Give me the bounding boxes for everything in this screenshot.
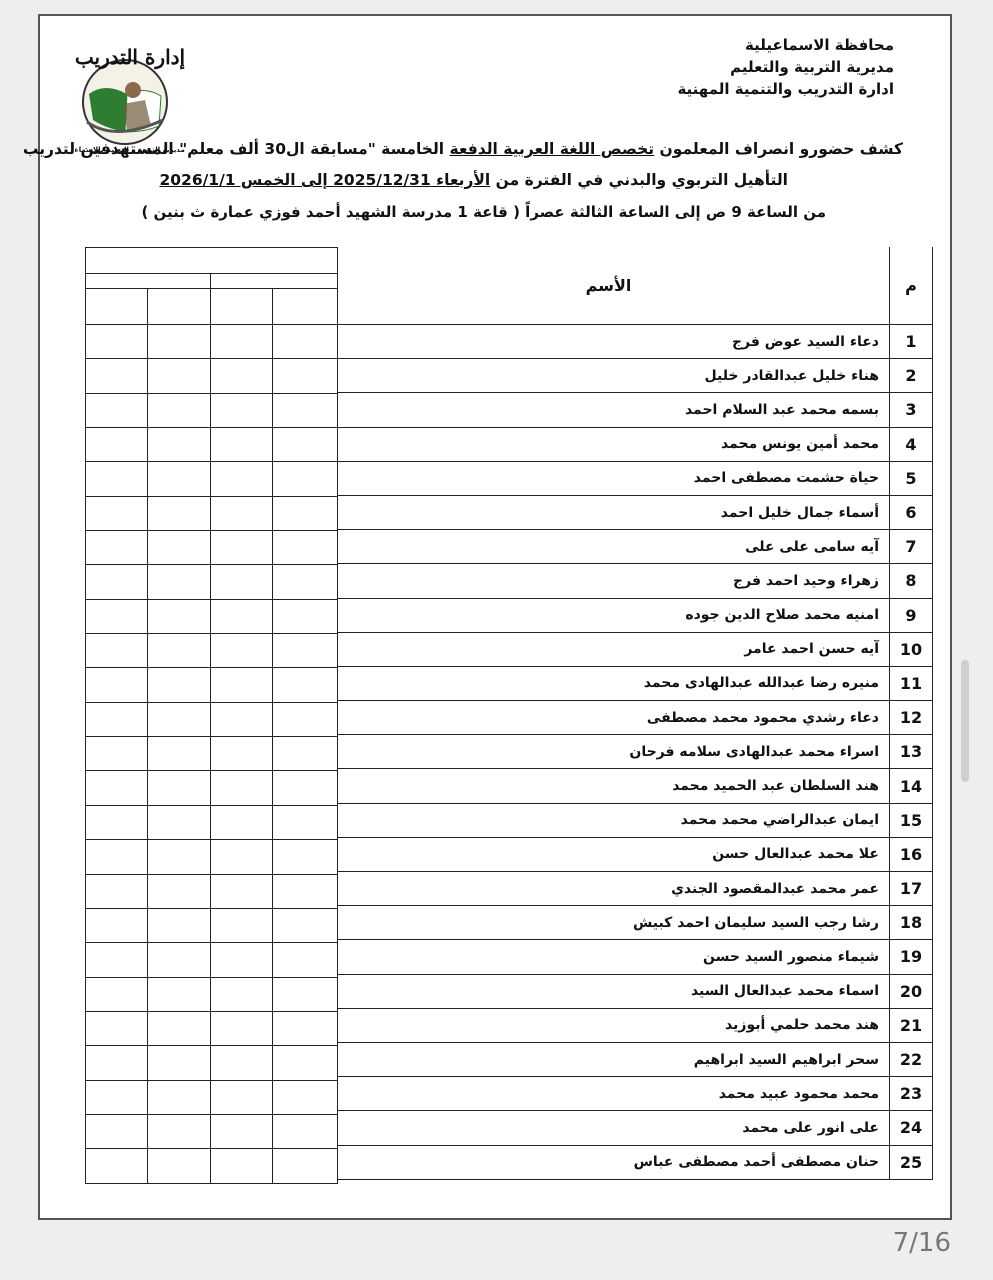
table-row bbox=[338, 495, 933, 529]
participant-name: دعاء السيد عوض فرج bbox=[338, 325, 890, 359]
document-page bbox=[22, 14, 952, 1220]
signature-cell bbox=[147, 1080, 210, 1114]
signature-cell bbox=[86, 531, 148, 565]
table-row bbox=[338, 461, 933, 495]
signature-cell bbox=[272, 874, 337, 908]
signature-row bbox=[86, 737, 338, 771]
row-number: 7 bbox=[890, 530, 933, 564]
signature-cell bbox=[147, 599, 210, 633]
signature-cell bbox=[272, 462, 337, 496]
signature-cell bbox=[272, 977, 337, 1011]
signature-cell bbox=[86, 943, 148, 977]
title-period-label: التأهيل التربوي والبدني في الفترة من bbox=[490, 171, 788, 189]
row-number: 13 bbox=[890, 735, 933, 769]
grid-header-right bbox=[210, 274, 337, 289]
table-row bbox=[338, 666, 933, 700]
table-row bbox=[338, 769, 933, 803]
title-part-b: تخصص اللغة العربية الدفعة bbox=[449, 140, 655, 158]
header-directorate: مديرية التربية والتعليم bbox=[730, 58, 894, 76]
signature-cell bbox=[86, 496, 148, 530]
signature-cell bbox=[147, 359, 210, 393]
row-number: 14 bbox=[890, 769, 933, 803]
signature-cell bbox=[210, 1149, 272, 1183]
signature-cell bbox=[210, 977, 272, 1011]
column-header-name: الأسم bbox=[338, 247, 890, 325]
row-number: 11 bbox=[890, 666, 933, 700]
sheet-title-line1 bbox=[23, 140, 903, 158]
row-number: 24 bbox=[890, 1111, 933, 1145]
signature-cell bbox=[210, 462, 272, 496]
table-row bbox=[338, 872, 933, 906]
table-row bbox=[338, 632, 933, 666]
table-row bbox=[338, 1008, 933, 1042]
participant-name: امنيه محمد صلاح الدين جوده bbox=[338, 598, 890, 632]
table-row bbox=[338, 701, 933, 735]
row-number: 4 bbox=[890, 427, 933, 461]
signature-cell bbox=[86, 1080, 148, 1114]
page-indicator: 7/16 bbox=[892, 1228, 951, 1258]
table-row bbox=[338, 325, 933, 359]
table-row bbox=[338, 974, 933, 1008]
signature-row bbox=[86, 1080, 338, 1114]
row-number: 9 bbox=[890, 598, 933, 632]
signature-cell bbox=[210, 874, 272, 908]
table-row bbox=[338, 906, 933, 940]
participant-name: دعاء رشدي محمود محمد مصطفى bbox=[338, 701, 890, 735]
signature-cell bbox=[147, 1046, 210, 1080]
signature-cell bbox=[86, 737, 148, 771]
signature-cell bbox=[86, 634, 148, 668]
vertical-scrollbar[interactable] bbox=[961, 660, 969, 782]
signature-row bbox=[86, 634, 338, 668]
signature-cell bbox=[86, 702, 148, 736]
signature-grid bbox=[85, 247, 338, 1184]
signature-row bbox=[86, 908, 338, 942]
signature-cell bbox=[86, 599, 148, 633]
title-part-c: الخامسة "مسابقة ال30 ألف معلم" المستهدفين لتدريب bbox=[22, 140, 450, 158]
signature-row bbox=[86, 702, 338, 736]
signature-row bbox=[86, 805, 338, 839]
signature-cell bbox=[210, 908, 272, 942]
signature-cell bbox=[272, 393, 337, 427]
signature-cell bbox=[272, 634, 337, 668]
signature-cell bbox=[86, 1011, 148, 1045]
table-row bbox=[338, 427, 933, 461]
signature-row bbox=[86, 977, 338, 1011]
signature-cell bbox=[210, 531, 272, 565]
signature-row bbox=[86, 943, 338, 977]
participant-name: حنان مصطفى أحمد مصطفى عباس bbox=[338, 1145, 890, 1179]
signature-cell bbox=[147, 702, 210, 736]
row-number: 8 bbox=[890, 564, 933, 598]
signature-grid-body bbox=[86, 325, 338, 1184]
participant-name: هند محمد حلمي أبوزيد bbox=[338, 1008, 890, 1042]
title-period-dates: الأربعاء 2025/12/31 إلى الخمس 2026/1/1 bbox=[159, 171, 491, 189]
participant-name: حياة حشمت مصطفى احمد bbox=[338, 461, 890, 495]
signature-cell bbox=[147, 977, 210, 1011]
signature-row bbox=[86, 1149, 338, 1183]
sheet-title-line3: من الساعة 9 ص إلى الساعة الثالثة عصراً ( قاعة 1 مدرسة الشهيد أحمد فوزي عمارة ث بنين ) bbox=[141, 203, 826, 221]
signature-row bbox=[86, 565, 338, 599]
signature-cell bbox=[86, 1149, 148, 1183]
row-number: 22 bbox=[890, 1042, 933, 1076]
row-number: 6 bbox=[890, 495, 933, 529]
table-row bbox=[338, 1077, 933, 1111]
signature-row bbox=[86, 840, 338, 874]
row-number: 21 bbox=[890, 1008, 933, 1042]
grid-header-top bbox=[86, 248, 338, 274]
participant-name: هناء خليل عبدالقادر خليل bbox=[338, 359, 890, 393]
signature-cell bbox=[272, 840, 337, 874]
signature-cell bbox=[147, 1011, 210, 1045]
signature-cell bbox=[147, 1149, 210, 1183]
signature-row bbox=[86, 874, 338, 908]
signature-cell bbox=[272, 325, 337, 359]
participant-name: سحر ابراهيم السيد ابراهيم bbox=[338, 1042, 890, 1076]
participant-name: رشا رجب السيد سليمان احمد كبيش bbox=[338, 906, 890, 940]
participant-name: محمد أمين يونس محمد bbox=[338, 427, 890, 461]
logo-text: إدارة التدريب bbox=[75, 45, 185, 69]
row-number: 17 bbox=[890, 872, 933, 906]
participant-name: عمر محمد عبدالمقصود الجندي bbox=[338, 872, 890, 906]
signature-cell bbox=[147, 943, 210, 977]
row-number: 18 bbox=[890, 906, 933, 940]
signature-cell bbox=[272, 496, 337, 530]
signature-cell bbox=[147, 634, 210, 668]
signature-cell bbox=[86, 840, 148, 874]
names-table bbox=[337, 247, 933, 1180]
signature-cell bbox=[272, 1011, 337, 1045]
signature-cell bbox=[272, 531, 337, 565]
signature-cell bbox=[210, 1046, 272, 1080]
signature-cell bbox=[272, 805, 337, 839]
participant-name: هند السلطان عبد الحميد محمد bbox=[338, 769, 890, 803]
participant-name: اسماء محمد عبدالعال السيد bbox=[338, 974, 890, 1008]
signature-cell bbox=[272, 943, 337, 977]
table-row bbox=[338, 530, 933, 564]
signature-cell bbox=[86, 977, 148, 1011]
participant-name: أسماء جمال خليل احمد bbox=[338, 495, 890, 529]
signature-row bbox=[86, 462, 338, 496]
signature-cell bbox=[272, 1149, 337, 1183]
signature-cell bbox=[86, 1114, 148, 1148]
signature-row bbox=[86, 668, 338, 702]
signature-cell bbox=[86, 668, 148, 702]
participant-name: ايمان عبدالراضي محمد محمد bbox=[338, 803, 890, 837]
table-row bbox=[338, 837, 933, 871]
table-row bbox=[338, 1145, 933, 1179]
row-number: 19 bbox=[890, 940, 933, 974]
signature-cell bbox=[210, 702, 272, 736]
grid-header-cell bbox=[147, 289, 210, 325]
participant-name: زهراء وحيد احمد فرج bbox=[338, 564, 890, 598]
row-number: 15 bbox=[890, 803, 933, 837]
row-number: 16 bbox=[890, 837, 933, 871]
grid-header-cell bbox=[272, 289, 337, 325]
signature-cell bbox=[147, 531, 210, 565]
title-part-a: كشف حضورو انصراف المعلمون bbox=[654, 140, 903, 158]
signature-row bbox=[86, 1114, 338, 1148]
participant-name: آيه سامى على على bbox=[338, 530, 890, 564]
signature-cell bbox=[210, 325, 272, 359]
signature-cell bbox=[147, 565, 210, 599]
table-row bbox=[338, 393, 933, 427]
table-row bbox=[338, 940, 933, 974]
participant-name: منيره رضا عبدالله عبدالهادى محمد bbox=[338, 666, 890, 700]
table-row bbox=[338, 735, 933, 769]
participant-name: علا محمد عبدالعال حسن bbox=[338, 837, 890, 871]
signature-row bbox=[86, 325, 338, 359]
signature-cell bbox=[147, 908, 210, 942]
row-number: 12 bbox=[890, 701, 933, 735]
signature-cell bbox=[272, 599, 337, 633]
signature-cell bbox=[272, 1114, 337, 1148]
signature-cell bbox=[147, 668, 210, 702]
signature-cell bbox=[210, 943, 272, 977]
signature-cell bbox=[147, 393, 210, 427]
signature-cell bbox=[86, 325, 148, 359]
signature-cell bbox=[86, 771, 148, 805]
signature-cell bbox=[147, 428, 210, 462]
signature-cell bbox=[210, 1080, 272, 1114]
signature-cell bbox=[272, 565, 337, 599]
signature-cell bbox=[210, 634, 272, 668]
table-row bbox=[338, 1111, 933, 1145]
row-number: 5 bbox=[890, 461, 933, 495]
signature-cell bbox=[272, 737, 337, 771]
signature-cell bbox=[147, 805, 210, 839]
signature-row bbox=[86, 359, 338, 393]
signature-cell bbox=[210, 737, 272, 771]
header-department: ادارة التدريب والتنمية المهنية bbox=[677, 80, 894, 98]
signature-cell bbox=[272, 1080, 337, 1114]
signature-row bbox=[86, 1046, 338, 1080]
participant-name: آيه حسن احمد عامر bbox=[338, 632, 890, 666]
signature-cell bbox=[210, 565, 272, 599]
signature-cell bbox=[147, 1114, 210, 1148]
signature-cell bbox=[147, 496, 210, 530]
signature-cell bbox=[210, 393, 272, 427]
sheet-title-line2 bbox=[159, 171, 788, 189]
signature-row bbox=[86, 1011, 338, 1045]
signature-row bbox=[86, 496, 338, 530]
signature-cell bbox=[272, 1046, 337, 1080]
participant-name: شيماء منصور السيد حسن bbox=[338, 940, 890, 974]
row-number: 10 bbox=[890, 632, 933, 666]
grid-header-cell bbox=[86, 289, 148, 325]
signature-cell bbox=[272, 908, 337, 942]
signature-cell bbox=[210, 496, 272, 530]
signature-cell bbox=[210, 771, 272, 805]
signature-cell bbox=[86, 565, 148, 599]
signature-row bbox=[86, 428, 338, 462]
signature-row bbox=[86, 393, 338, 427]
grid-header-left bbox=[86, 274, 211, 289]
table-row bbox=[338, 803, 933, 837]
row-number: 1 bbox=[890, 325, 933, 359]
signature-cell bbox=[86, 908, 148, 942]
signature-cell bbox=[86, 428, 148, 462]
signature-cell bbox=[210, 599, 272, 633]
signature-cell bbox=[147, 840, 210, 874]
signature-cell bbox=[147, 771, 210, 805]
signature-cell bbox=[147, 874, 210, 908]
signature-cell bbox=[210, 1114, 272, 1148]
signature-cell bbox=[210, 805, 272, 839]
participant-name: على انور على محمد bbox=[338, 1111, 890, 1145]
signature-cell bbox=[86, 805, 148, 839]
signature-cell bbox=[272, 702, 337, 736]
signature-cell bbox=[86, 393, 148, 427]
signature-cell bbox=[86, 462, 148, 496]
signature-cell bbox=[210, 428, 272, 462]
header-governorate: محافظة الاسماعيلية bbox=[745, 36, 894, 54]
signature-cell bbox=[147, 462, 210, 496]
signature-cell bbox=[272, 428, 337, 462]
logo-subtext: مديرية التربية و التعليم بالإسماع bbox=[75, 146, 185, 154]
row-number: 23 bbox=[890, 1077, 933, 1111]
column-header-number: م bbox=[890, 247, 933, 325]
table-row bbox=[338, 359, 933, 393]
signature-cell bbox=[210, 840, 272, 874]
signature-cell bbox=[86, 1046, 148, 1080]
signature-cell bbox=[210, 668, 272, 702]
row-number: 25 bbox=[890, 1145, 933, 1179]
signature-row bbox=[86, 599, 338, 633]
signature-cell bbox=[147, 737, 210, 771]
signature-row bbox=[86, 531, 338, 565]
row-number: 2 bbox=[890, 359, 933, 393]
signature-cell bbox=[210, 1011, 272, 1045]
signature-cell bbox=[86, 359, 148, 393]
participant-name: اسراء محمد عبدالهادى سلامه فرحان bbox=[338, 735, 890, 769]
names-table-body bbox=[338, 325, 933, 1180]
signature-cell bbox=[272, 359, 337, 393]
table-row bbox=[338, 564, 933, 598]
signature-cell bbox=[210, 359, 272, 393]
signature-cell bbox=[272, 668, 337, 702]
participant-name: بسمه محمد عبد السلام احمد bbox=[338, 393, 890, 427]
table-row bbox=[338, 598, 933, 632]
table-row bbox=[338, 1042, 933, 1076]
signature-cell bbox=[272, 771, 337, 805]
signature-cell bbox=[86, 874, 148, 908]
grid-header-cell bbox=[210, 289, 272, 325]
row-number: 3 bbox=[890, 393, 933, 427]
row-number: 20 bbox=[890, 974, 933, 1008]
signature-cell bbox=[147, 325, 210, 359]
participant-name: محمد محمود عبيد محمد bbox=[338, 1077, 890, 1111]
signature-row bbox=[86, 771, 338, 805]
